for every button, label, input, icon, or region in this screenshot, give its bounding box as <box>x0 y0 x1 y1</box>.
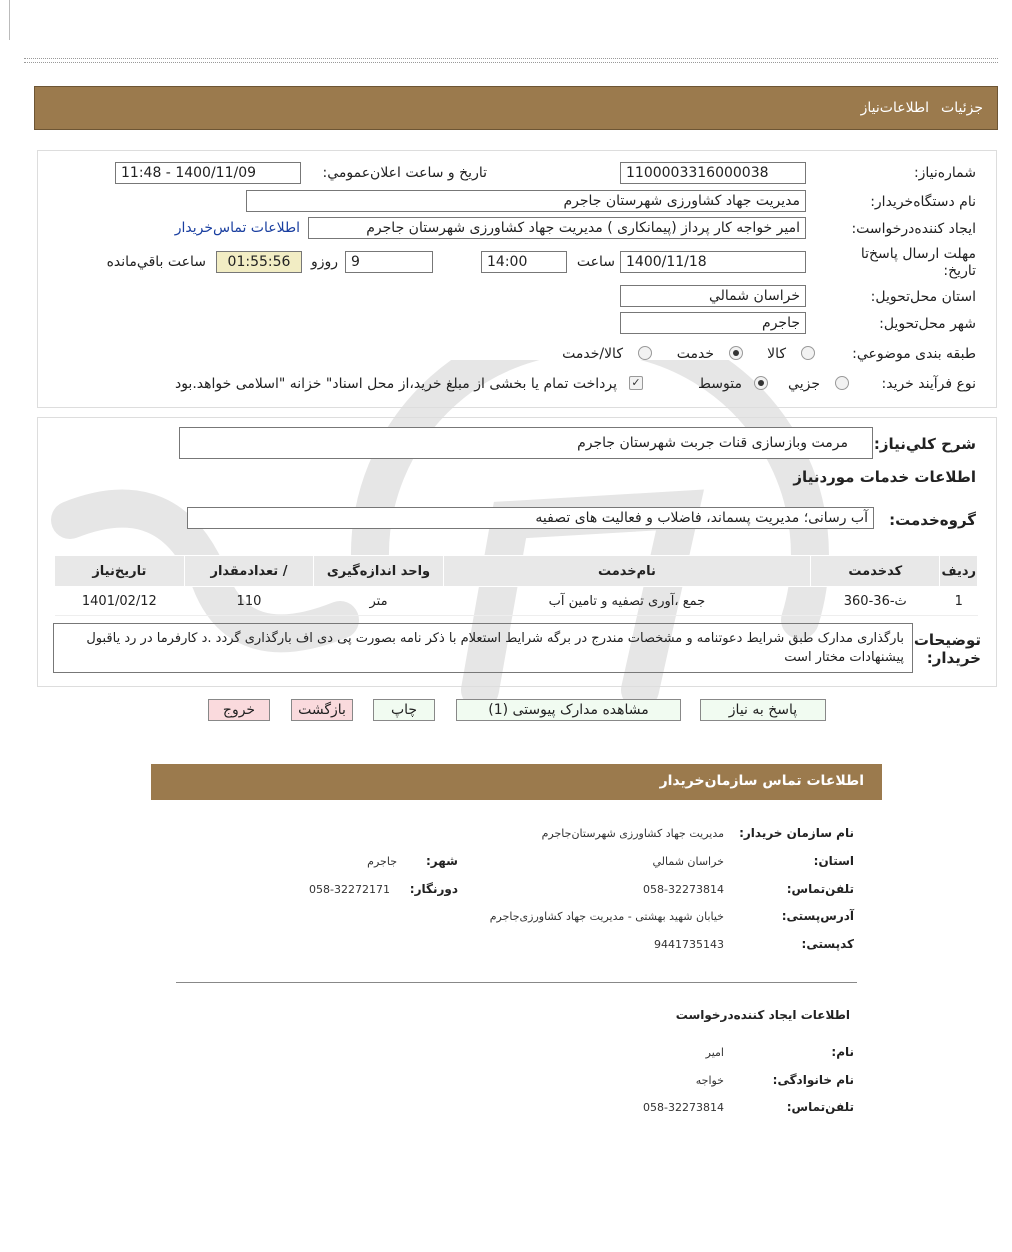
services-table <box>54 555 978 616</box>
creator-phone-value: 058-32273814 <box>643 1101 724 1114</box>
province-label: استان محل‌تحویل: <box>870 289 976 305</box>
header-bar <box>34 86 998 130</box>
contact-divider <box>176 982 857 983</box>
service-group-field: آب رسانی؛ مدیریت پسماند، فاضلاب و فعالیت های تصفیه <box>187 507 874 529</box>
treasury-payment-checkbox[interactable]: ✓ <box>629 376 643 390</box>
process-medium-radio[interactable] <box>754 376 768 390</box>
deadline-label: مهلت ارسال پاسخ‌تا تاریخ: <box>860 246 976 279</box>
creator-phone-label: تلفن‌تماس: <box>786 1100 854 1114</box>
contact-address-label: آدرس‌پستی: <box>781 909 854 923</box>
category-both-radio[interactable] <box>638 346 652 360</box>
cell-date: 1401/02/12 <box>55 587 185 616</box>
category-goods-label: کالا <box>767 346 786 362</box>
general-desc-label: شرح کلي‌نیاز: <box>873 435 976 453</box>
announce-date-field: 1400/11/09 - 11:48 <box>115 162 301 184</box>
cell-qty: 110 <box>184 587 314 616</box>
contact-postal-label: کدپستی: <box>801 937 854 951</box>
cell-row: 1 <box>940 587 978 616</box>
contact-province-value: خراسان شمالي <box>652 855 724 868</box>
cell-code: ث-36-360 <box>811 587 940 616</box>
creator-family-value: خواجه <box>695 1074 724 1087</box>
contact-postal-value: 9441735143 <box>654 938 724 951</box>
process-label: نوع فرآیند خرید: <box>881 376 976 392</box>
table-row <box>55 587 978 616</box>
buyer-notes-label: توضیحات خریدار: <box>913 631 981 667</box>
buyer-org-label: نام دستگاه‌خریدار: <box>870 194 976 210</box>
contact-org-label: نام سازمان خریدار: <box>739 826 854 840</box>
col-name-header: نام‌خدمت <box>443 556 810 587</box>
treasury-payment-note: پرداخت تمام یا بخشی از مبلغ خرید،از محل اسناد" خزانه "اسلامی خواهد.بود <box>174 376 617 392</box>
category-service-label: خدمت <box>676 346 714 362</box>
col-date-header: تاریخ‌نیاز <box>55 556 185 587</box>
dotted-separator <box>24 58 998 63</box>
deadline-time-label: ساعت <box>576 254 615 270</box>
contact-province-label: استان: <box>813 854 854 868</box>
tab-need-info[interactable]: اطلاعات‌نیاز <box>860 100 929 116</box>
cell-name: جمع ،آوری تصفیه و تامین آب <box>443 587 810 616</box>
left-border-line <box>9 0 10 40</box>
deadline-time-field: 14:00 <box>481 251 567 273</box>
contact-city-value: جاجرم <box>367 855 397 868</box>
services-title: اطلاعات خدمات موردنیاز <box>793 468 976 486</box>
back-button[interactable]: بازگشت <box>291 699 353 721</box>
exit-button[interactable]: خروج <box>208 699 270 721</box>
creator-info-title: اطلاعات ایجاد کننده‌درخواست <box>675 1008 850 1022</box>
print-button[interactable]: چاپ <box>373 699 435 721</box>
days-label: روزو <box>310 254 338 270</box>
contact-address-value: خیابان شهید بهشتی - مدیریت جهاد کشاورزی‌جاجرم <box>489 910 724 923</box>
contact-city-label: شهر: <box>426 854 458 868</box>
general-desc-field: مرمت وبازسازی قنات جربت شهرستان جاجرم <box>179 427 873 459</box>
buyer-notes-box: بارگذاری مدارک طبق شرایط دعوتنامه و مشخصات مندرج در برگه شرایط استعلام با ذکر نامه بصورت پی دی اف بارگذاری گردد .د کارفرما در رد یاقبول پیشنهادات مختار است <box>53 623 913 673</box>
process-minor-radio[interactable] <box>835 376 849 390</box>
city-field: جاجرم <box>620 312 806 334</box>
remaining-label: ساعت باقي‌مانده <box>106 254 206 270</box>
contact-title: اطلاعات تماس سازمان‌خریدار <box>659 773 864 789</box>
contact-fax-value: 058-32272171 <box>309 883 390 896</box>
col-code-header: کدخدمت <box>811 556 940 587</box>
col-unit-header: واحد اندازه‌گیری <box>314 556 444 587</box>
col-qty-header: / تعدادمقدار <box>184 556 314 587</box>
announce-label: تاریخ و ساعت اعلان‌عمومي: <box>322 165 487 181</box>
category-both-label: کالا/خدمت <box>562 346 623 362</box>
contact-fax-label: دورنگار: <box>409 882 458 896</box>
category-label: طبقه بندی موضوعي: <box>852 346 976 362</box>
creator-field: امیر خواجه کار پرداز (پیمانکاری ) مدیریت جهاد کشاورزی شهرستان جاجرم <box>308 217 806 239</box>
buyer-contact-link[interactable]: اطلاعات تماس‌خریدار <box>174 220 300 236</box>
creator-label: ایجاد کننده‌درخواست: <box>851 221 976 237</box>
need-number-field: 1100003316000038 <box>620 162 806 184</box>
buyer-org-field: مدیریت جهاد کشاورزی شهرستان جاجرم <box>246 190 806 212</box>
view-attachments-button[interactable]: مشاهده مدارک پیوستی (1) <box>456 699 681 721</box>
creator-family-label: نام خانوادگی: <box>772 1073 854 1087</box>
city-label: شهر محل‌تحویل: <box>879 316 976 332</box>
contact-phone-label: تلفن‌تماس: <box>786 882 854 896</box>
days-field: 9 <box>345 251 433 273</box>
cell-unit: متر <box>314 587 444 616</box>
province-field: خراسان شمالي <box>620 285 806 307</box>
contact-phone-value: 058-32273814 <box>643 883 724 896</box>
reply-button[interactable]: پاسخ به نیاز <box>700 699 826 721</box>
creator-name-label: نام: <box>831 1045 854 1059</box>
contact-org-value: مدیریت جهاد کشاورزی شهرستان‌جاجرم <box>541 827 724 840</box>
creator-name-value: امیر <box>705 1046 724 1059</box>
deadline-date-field: 1400/11/18 <box>620 251 806 273</box>
service-group-label: گروه‌خدمت: <box>889 511 976 529</box>
contact-header-bar <box>151 764 882 800</box>
col-row-header: ردیف <box>940 556 978 587</box>
tab-details[interactable]: جزئیات <box>941 100 983 116</box>
process-minor-label: جزيي <box>788 376 820 392</box>
category-service-radio[interactable] <box>729 346 743 360</box>
process-medium-label: متوسط <box>698 376 742 392</box>
need-number-label: شماره‌نیاز: <box>913 165 976 181</box>
category-goods-radio[interactable] <box>801 346 815 360</box>
remaining-time-field: 01:55:56 <box>216 251 302 273</box>
